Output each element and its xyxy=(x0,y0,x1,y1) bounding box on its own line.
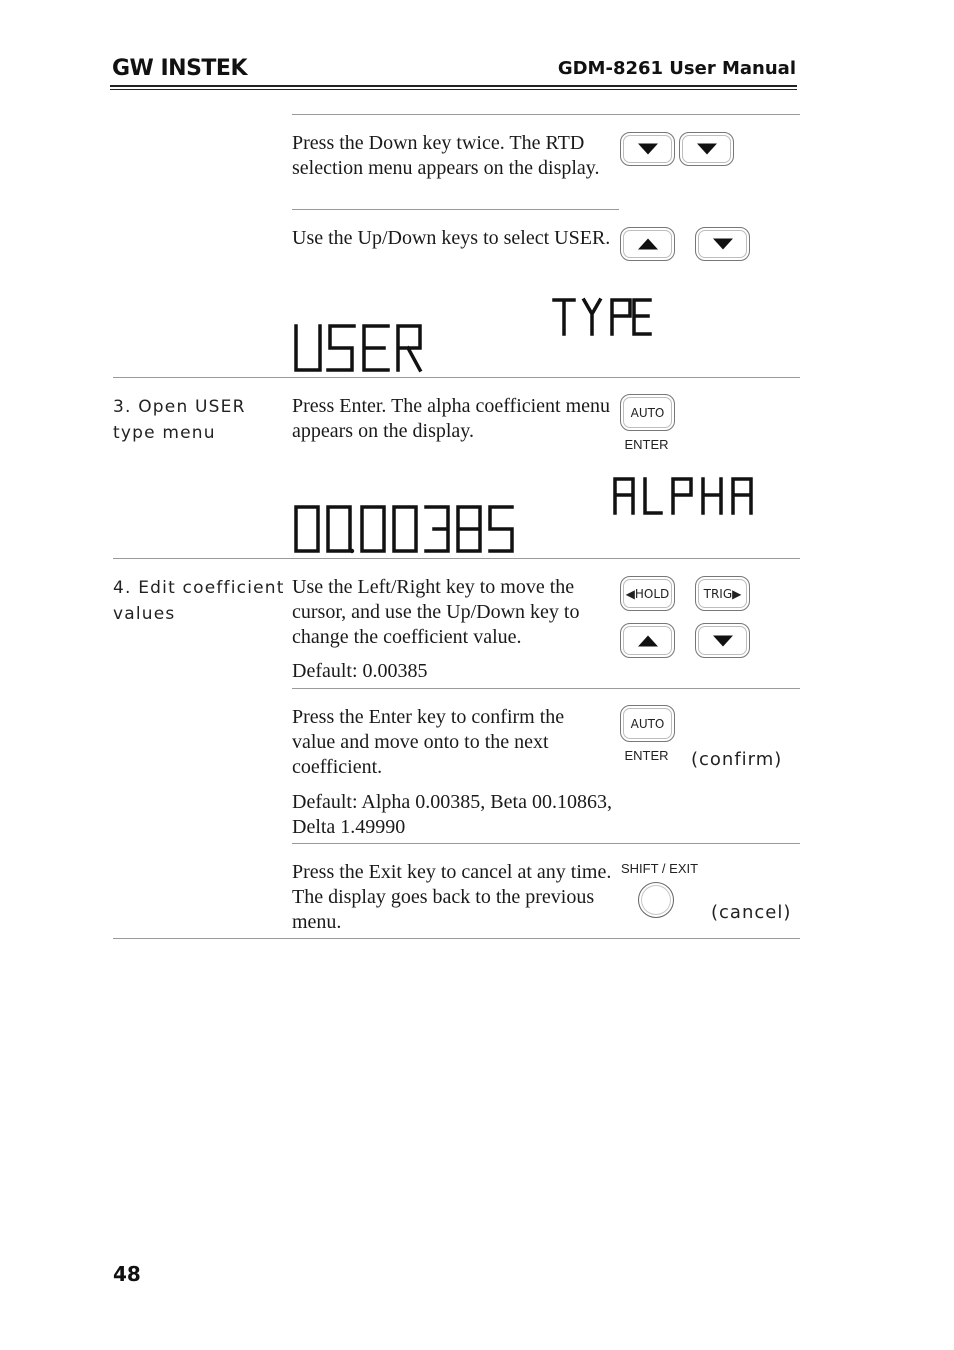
default-value-text: Default: Alpha 0.00385, Beta 00.10863, Delta 1.49990 xyxy=(292,791,612,838)
trig-key-text: TRIG xyxy=(703,586,733,601)
lcd-display-alpha xyxy=(292,475,752,557)
down-key[interactable] xyxy=(695,623,750,658)
step-text: Press the Down key twice. The RTD selection menu appears on the display. xyxy=(292,132,600,179)
down-arrow-icon xyxy=(713,635,733,646)
shift-exit-caption: SHIFT / EXIT xyxy=(621,861,699,876)
up-arrow-icon xyxy=(638,239,658,250)
step-label: 3. Open USER type menu xyxy=(113,397,246,443)
default-value-text: Default: 0.00385 xyxy=(292,660,428,682)
enter-key-caption: ENTER xyxy=(624,748,669,763)
right-arrow-icon: ▶ xyxy=(732,586,742,601)
step-text: Press the Enter key to confirm the value and move onto to the next coefficient. xyxy=(292,706,565,778)
table-rule xyxy=(292,209,619,210)
down-arrow-icon xyxy=(697,144,717,155)
down-arrow-icon xyxy=(638,144,658,155)
manual-title: GDM-8261 User Manual xyxy=(557,58,796,79)
hold-key-label xyxy=(621,587,674,601)
trig-key-label xyxy=(696,587,749,601)
confirm-note: (confirm) xyxy=(691,749,783,770)
down-key[interactable] xyxy=(620,132,675,166)
cancel-note: (cancel) xyxy=(711,902,792,923)
gw-instek-logo: GW INSTEK xyxy=(112,56,248,81)
table-rule xyxy=(292,843,800,844)
table-rule xyxy=(113,558,800,559)
up-arrow-icon xyxy=(638,635,658,646)
auto-key-label: AUTO xyxy=(630,405,665,420)
hold-key-text: HOLD xyxy=(634,586,670,601)
header-rule xyxy=(110,85,797,87)
table-rule xyxy=(113,938,800,939)
down-arrow-icon xyxy=(713,239,733,250)
trig-right-key[interactable] xyxy=(695,576,750,611)
left-arrow-icon: ◀ xyxy=(625,586,635,601)
step-text: Use the Up/Down keys to select USER. xyxy=(292,227,611,249)
header-rule-thin xyxy=(110,89,797,90)
step-text: Press Enter. The alpha coefficient menu appears on the display. xyxy=(292,395,611,442)
lcd-display-user-type xyxy=(292,296,652,376)
auto-enter-key[interactable] xyxy=(620,705,675,742)
down-key[interactable] xyxy=(695,227,750,261)
page-number: 48 xyxy=(113,1262,141,1286)
table-rule xyxy=(292,688,800,689)
step-text: Use the Left/Right key to move the cursor, and use the Up/Down key to change the coefficient value. xyxy=(292,576,580,648)
table-rule xyxy=(292,114,800,115)
step-label: 4. Edit coefficient values xyxy=(113,578,285,624)
down-key[interactable] xyxy=(679,132,734,166)
up-key[interactable] xyxy=(620,227,675,261)
table-rule xyxy=(113,377,800,378)
step-text: Press the Exit key to cancel at any time. The display goes back to the previous menu. xyxy=(292,861,612,933)
exit-key[interactable] xyxy=(638,882,674,918)
up-key[interactable] xyxy=(620,623,675,658)
hold-left-key[interactable] xyxy=(620,576,675,611)
auto-enter-key[interactable] xyxy=(620,394,675,431)
enter-key-caption: ENTER xyxy=(624,437,669,452)
auto-key-label: AUTO xyxy=(630,716,665,731)
